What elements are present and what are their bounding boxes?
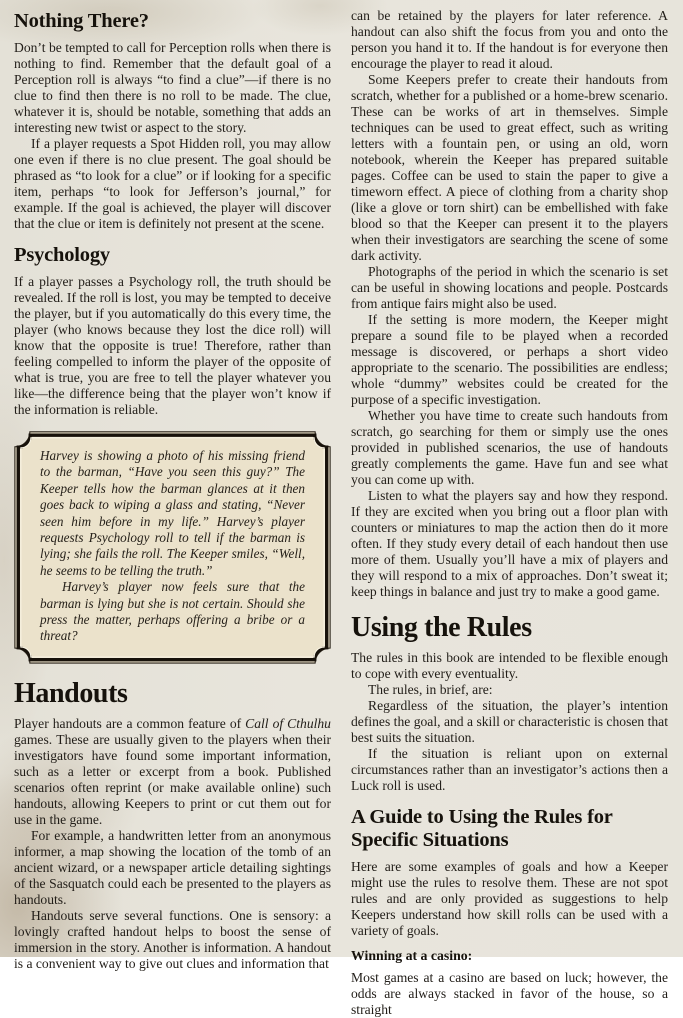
italic-text-run: Call of Cthulhu: [245, 716, 331, 732]
example-box: [14, 431, 331, 664]
example-box-content: [14, 431, 331, 664]
text-run: Handouts serve several functions. One is sensory: a lovingly crafted handout helps to boost the sense of immersion in the story. Another is information. A handout is a convenient way to give out clues and information that: [14, 908, 331, 972]
text-run: games. These are usually given to the players when their investigators have found some important information, such as a letter or excerpt from a book. Published scenarios often reprint (or make available online) such handouts, allowing Keepers to print or cut them out for use in the game.: [14, 732, 331, 828]
text-run: can be retained by the players for later reference. A handout can also shift the focus from you and onto the person you hand it to. If the handout is for everyone then encourage the player to read it aloud.: [351, 8, 668, 71]
paragraph: [351, 408, 668, 488]
text-run: Don’t be tempted to call for Perception rolls when there is nothing to find. Remember that the default goal of a Perception roll is always “to find a clue”—if there is no clue to find then there is no roll to be made. The clue, whatever it is, should be notable, something that adds an interesting new twist or aspect to the story.: [14, 39, 331, 135]
text-run: Whether you have time to create such handouts from scratch, go searching for them or simply use the ones provided in published scenarios, the use of handouts greatly complements the game. Have fun and see what you can come up with.: [351, 408, 668, 487]
text-run: Listen to what the players say and how they respond. If they are excited when you bring out a floor plan with counters or miniatures to map the action then do it more often. If they study every detail of each handout then use more of them. Usually you’ll have a mix of players and they will respond to a mix of approaches. Don’t sweat it; keep things in balance and just try to make a good game.: [351, 488, 668, 599]
text-run: Most games at a casino are based on luck; however, the odds are always stacked in favor of the house, so a straight: [351, 970, 668, 1018]
paragraph: [351, 970, 668, 1018]
paragraph: [351, 650, 668, 682]
example-paragraph: Harvey’s player now feels sure that the barman is lying but she is not certain. Should she press the matter, perhaps offering a bribe or a threat?: [40, 579, 305, 644]
paragraph: [14, 136, 331, 232]
paragraph: [351, 698, 668, 746]
paragraph: [351, 488, 668, 600]
paragraph: [14, 828, 331, 908]
text-run: Regardless of the situation, the player’s intention defines the goal, and a skill or characteristic is chosen that best suits the situation.: [351, 698, 668, 746]
text-run: The rules in this book are intended to be flexible enough to cope with every eventuality.: [351, 650, 668, 682]
paragraph: [14, 40, 331, 136]
text-run: Player handouts are a common feature of: [14, 716, 246, 732]
right-column: [351, 8, 668, 1018]
heading-guide-specific-situations: A Guide to Using the Rules for Specific Situations: [351, 806, 613, 852]
text-run: If the setting is more modern, the Keeper might prepare a sound file to be played when a recorded message is discovered, or perhaps a short video appropriate to the scenario. The possibilities are endless; whole “dummy” websites could be created for the purpose of a specific investigation.: [351, 312, 668, 407]
paragraph: [351, 746, 668, 794]
text-run: If a player requests a Spot Hidden roll, you may allow one even if there is no clue present. The goal should be phrased as “to look for a clue” or if looking for a specific item, perhaps “to look for Jefferson’s journal,” for example. If the goal is achieved, the player will discover that the clue or item is definitely not present at the scene.: [14, 135, 331, 231]
text-run: Here are some examples of goals and how a Keeper might use the rules to resolve them. These are not spot rules and are only provided as suggestions to help Keepers understand how skill rolls can be used with a variety of goals.: [351, 859, 668, 939]
text-run: The rules, in brief, are:: [368, 682, 493, 698]
paragraph: [14, 274, 331, 418]
paragraph: [351, 8, 668, 72]
text-run: For example, a handwritten letter from an anonymous informer, a map showing the location of the tomb of an ancient wizard, or a newspaper article detailing sightings of the Sasquatch could each be presented to the players as handouts.: [14, 828, 331, 908]
heading-winning-at-a-casino: Winning at a casino:: [351, 948, 473, 964]
paragraph: [351, 72, 668, 264]
example-paragraph: Harvey is showing a photo of his missing friend to the barman, “Have you seen this guy?” The Keeper tells how the barman glances at it then goes back to wiping a glass and stating, “Never seen him before in my life.” Harvey’s player requests Psychology roll to tell if the barman is lying; she fails the roll. The Keeper smiles, “Well, he seems to be telling the truth.”: [40, 447, 305, 578]
paragraph: [14, 908, 331, 972]
text-run: Photographs of the period in which the scenario is set can be useful in showing locations and people. Postcards from antique fairs might also be used.: [351, 264, 668, 311]
paragraph: [351, 312, 668, 408]
text-run: If the situation is reliant upon on external circumstances rather than an investigator’s actions then a Luck roll is used.: [351, 746, 668, 794]
text-run: Some Keepers prefer to create their handouts from scratch, whether for a published or a home-brew scenario. These can be works of art in themselves. Simple techniques can be used to great effect, such as writing letters with a fountain pen, or using an old, worn notebook, wherein the Keeper has prepared suitable pages. Coffee can be used to stain the paper to give a timeworn effect. A piece of clothing from a charity shop (like a glove or torn shirt) can be embellished with fake blood so that the Keeper can present it to the players when their investigators are searching the scene of some dark activity.: [351, 72, 668, 263]
heading-psychology: Psychology: [14, 243, 110, 266]
text-run: If a player passes a Psychology roll, the truth should be revealed. If the roll is lost, you may be tempted to deceive the player, but if you automatically do this every time, the player (who knows because they lost the dice roll) will know that the opposite is true! Therefore, rather than feeling compelled to inform the player of the opposite of what is true, you are free to tell the player whatever you like—the difference being that the player won’t know if the information is reliable.: [14, 273, 331, 417]
left-column: [14, 8, 331, 1018]
paragraph: [351, 682, 668, 698]
paragraph: [351, 264, 668, 312]
heading-handouts: Handouts: [14, 677, 128, 709]
paragraph: [351, 859, 668, 939]
heading-nothing-there: Nothing There?: [14, 10, 149, 32]
heading-using-the-rules: Using the Rules: [351, 612, 532, 643]
paragraph: [14, 716, 331, 828]
